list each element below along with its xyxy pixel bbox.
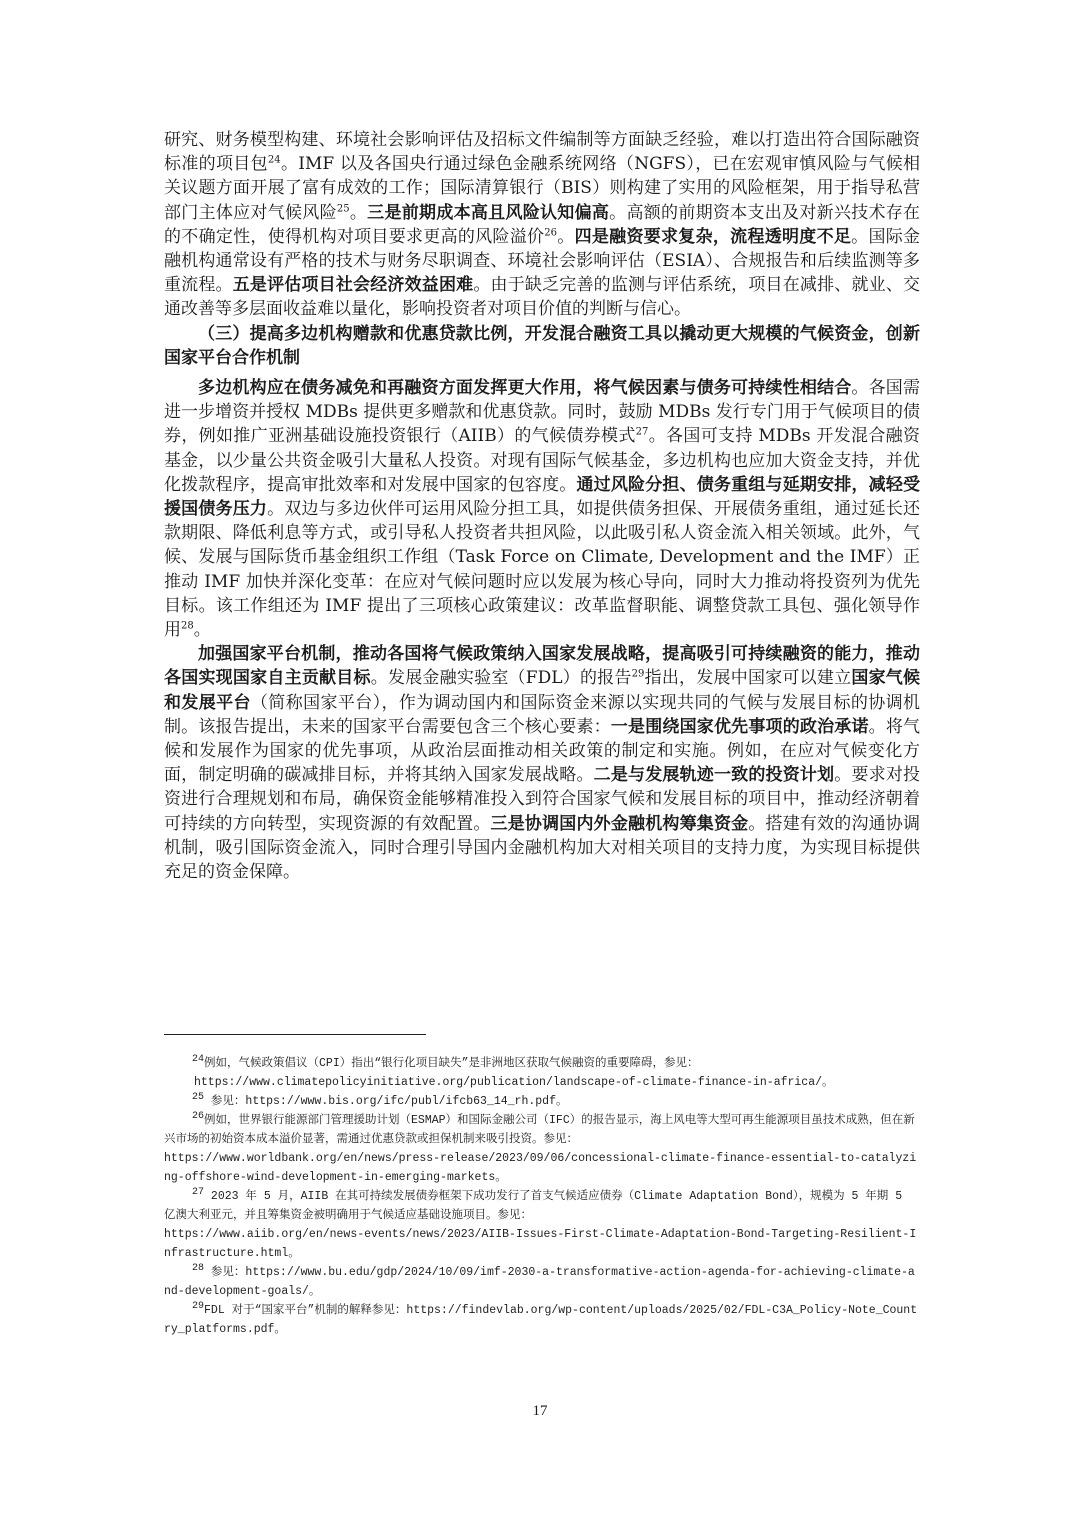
text-run: 。双边与多边伙伴可运用风险分担工具，如提供债务担保、开展债务重组，通过延长还款期限、降低利息等方式，或引导私人投资者共担风险，以此吸引私人资金流入相关领域。此外，气候、发展与国际货币基金组织工作组（Task Force on Climate, Development and the IMF）正推动 IMF 加快并深化变革：在应对气候问题时应以发展为核心导向，同时大力推动将投资列为优先目标。该工作组还为 IMF 提出了三项核心政策建议：改革监督职能、调整贷款工具包、强化领导作用 — [164, 499, 921, 641]
footnote-29 — [164, 1301, 920, 1339]
footnote-26 — [164, 1111, 920, 1149]
footnote-ref-28[interactable]: 28 — [181, 620, 194, 632]
text-run: 。发展金融实验室（FDL）的报告 — [370, 668, 632, 689]
footnote-divider — [164, 1034, 426, 1035]
text-run: （简称国家平台），作为调动国内和国际资金来源以实现共同的气候与发展目标的协调机制。该报告提出，未来的国家平台需要包含三个核心要素： — [164, 692, 921, 737]
footnote-26-link[interactable]: https://www.worldbank.org/en/news/press-release/2023/09/06/concessional-climate-finance-essential-to-catalyzing-offshore-wind-development-in-emerging-markets。 — [164, 1152, 917, 1184]
text-run: 。 — [349, 202, 368, 223]
text-run: 。将气候和发展作为国家的优先事项，从政治层面推动相关政策的制定和实施。例如，在应对气候变化方面，制定明确的碳减排目标，并将其纳入国家发展战略。 — [164, 716, 921, 786]
bold-point-three: 三是协调国内外金融机构筹集资金 — [490, 813, 749, 834]
footnote-ref-25[interactable]: 25 — [336, 202, 350, 214]
text-run: 。搭建有效的沟通协调机制，吸引国际资金流入，同时合理引导国内金融机构加大对相关项目的支持力度，为实现目标提供充足的资金保障。 — [164, 813, 921, 883]
bold-point-two: 二是与发展轨迹一致的投资计划 — [593, 765, 835, 786]
footnote-text[interactable]: 参见：https://www.bu.edu/gdp/2024/10/09/imf-2030-a-transformative-action-agenda-for-achieving-climate-and-development-goals/。 — [164, 1266, 915, 1298]
text-run: 。各国需进一步增资并授权 MDBs 提供更多赠款和优惠贷款。同时，鼓励 MDBs 发行专门用于气候项目的债券，例如推广亚洲基础设施投资银行（AIIB）的气候债券模式 — [164, 378, 921, 447]
bold-point-one: 一是围绕国家优先事项的政治承诺 — [610, 716, 869, 737]
footnote-24 — [164, 1054, 920, 1073]
footnote-ref-24[interactable]: 24 — [267, 154, 281, 166]
footnote-number: 27 — [192, 1187, 205, 1199]
paragraph-country-platform — [164, 642, 920, 884]
footnote-24-link[interactable]: https://www.climatepolicyinitiative.org/publication/landscape-of-climate-finance-in-africa/。 — [194, 1076, 834, 1089]
footnote-27 — [164, 1187, 920, 1225]
page-number: 17 — [532, 1403, 548, 1419]
footnote-number: 24 — [192, 1054, 205, 1066]
footnote-text: 2023 年 5 月，AIIB 在其可持续发展债券框架下成功发行了首支气候适应债券（Climate Adaptation Bond），规模为 5 年期 5 亿澳大利亚元，并且筹集资金被明确用于气候适应基础设施项目。参见： — [164, 1190, 903, 1222]
text-run: 。国际金融机构通常设有严格的技术与财务尽职调查、环境社会影响评估（ESIA）、合规报告和后续监测等多重流程。 — [164, 226, 921, 296]
text-run: 。 — [193, 620, 211, 641]
bold-lead: 加强国家平台机制，推动各国将气候政策纳入国家发展战略，提高吸引可持续融资的能力，推动各国实现国家自主贡献目标 — [164, 644, 920, 689]
main-body-text — [164, 128, 920, 884]
bold-point-five: 五是评估项目社会经济效益困难 — [232, 275, 474, 296]
text-run: 。各国可支持 MDBs 开发混合融资基金，以少量公共资金吸引大量私人投资。对现有国际气候基金，多边机构也应加大资金支持，并优化拨款程序，提高审批效率和对发展中国家的包容度。 — [164, 426, 921, 495]
bold-point-four: 四是融资要求复杂，流程透明度不足 — [574, 226, 852, 247]
footnote-number: 28 — [192, 1263, 205, 1275]
footnote-text[interactable]: FDL 对于“国家平台”机制的解释参见：https://findevlab.org/wp-content/uploads/2025/02/FDL-C3A_Policy-Note_Country_platforms.pdf。 — [164, 1304, 918, 1336]
footnote-number: 29 — [192, 1301, 205, 1313]
footnote-28 — [164, 1263, 920, 1301]
text-run: 。由于缺乏完善的监测与评估系统，项目在减排、就业、交通改善等多层面收益难以量化，影响投资者对项目价值的判断与信心。 — [164, 275, 921, 320]
paragraph-multilateral — [164, 376, 920, 642]
bold-lead: 多边机构应在债务减免和再融资方面发挥更大作用，将气候因素与债务可持续性相结合 — [198, 378, 852, 399]
footnote-number: 25 — [192, 1092, 205, 1104]
footnote-ref-29[interactable]: 29 — [631, 668, 645, 680]
text-run: 研究、财务模型构建、环境社会影响评估及招标文件编制等方面缺乏经验，难以打造出符合国际融资标准的项目包 — [164, 130, 920, 175]
text-run: 。IMF 以及各国央行通过绿色金融系统网络（NGFS），已在宏观审慎风险与气候相关议题方面开展了富有成效的工作；国际清算银行（BIS）则构建了实用的风险框架，用于指导私营部门主体应对气候风险 — [164, 154, 921, 223]
footnote-text: 例如，气候政策倡议（CPI）指出“银行化项目缺失”是非洲地区获取气候融资的重要障碍，参见： — [204, 1057, 699, 1070]
footnote-ref-26[interactable]: 26 — [544, 227, 558, 239]
paragraph-risk-challenges — [164, 128, 920, 322]
footnote-text: 例如，世界银行能源部门管理援助计划（ESMAP）和国际金融公司（IFC）的报告显示，海上风电等大型可再生能源项目虽技术成熟，但在新兴市场的初始资本成本溢价显著，需通过优惠贷款或担保机制来吸引投资。参见： — [164, 1114, 915, 1146]
bold-lead: 通过风险分担、债务重组与延期安排，减轻受援国债务压力 — [164, 474, 921, 520]
text-run: 。 — [557, 226, 575, 247]
bold-point-three: 三是前期成本高且风险认知偏高 — [367, 202, 610, 223]
text-run: 。要求对投资进行合理规划和布局，确保资金能够精准投入到符合国家气候和发展目标的项目中，推动经济朝着可持续的方向转型，实现资源的有效配置。 — [164, 765, 921, 834]
footnote-ref-27[interactable]: 27 — [635, 426, 649, 438]
footnote-25 — [164, 1092, 920, 1111]
footnotes — [164, 1054, 920, 1339]
footnote-text[interactable]: 参见：https://www.bis.org/ifc/publ/ifcb63_14_rh.pdf。 — [204, 1095, 568, 1108]
text-run: 指出，发展中国家可以建立 — [644, 668, 852, 689]
bold-term: 国家气候和发展平台 — [164, 668, 921, 713]
footnote-number: 26 — [192, 1111, 205, 1123]
footnote-27-link[interactable]: https://www.aiib.org/en/news-events/news/2023/AIIB-Issues-First-Climate-Adaptation-Bond-Targeting-Resilient-Infrastructure.html。 — [164, 1228, 917, 1260]
section-heading: （三）提高多边机构赠款和优惠贷款比例，开发混合融资工具以撬动更大规模的气候资金，创新国家平台合作机制 — [164, 323, 920, 368]
text-run: 。高额的前期资本支出及对新兴技术存在的不确定性，使得机构对项目要求更高的风险溢价 — [164, 202, 921, 247]
